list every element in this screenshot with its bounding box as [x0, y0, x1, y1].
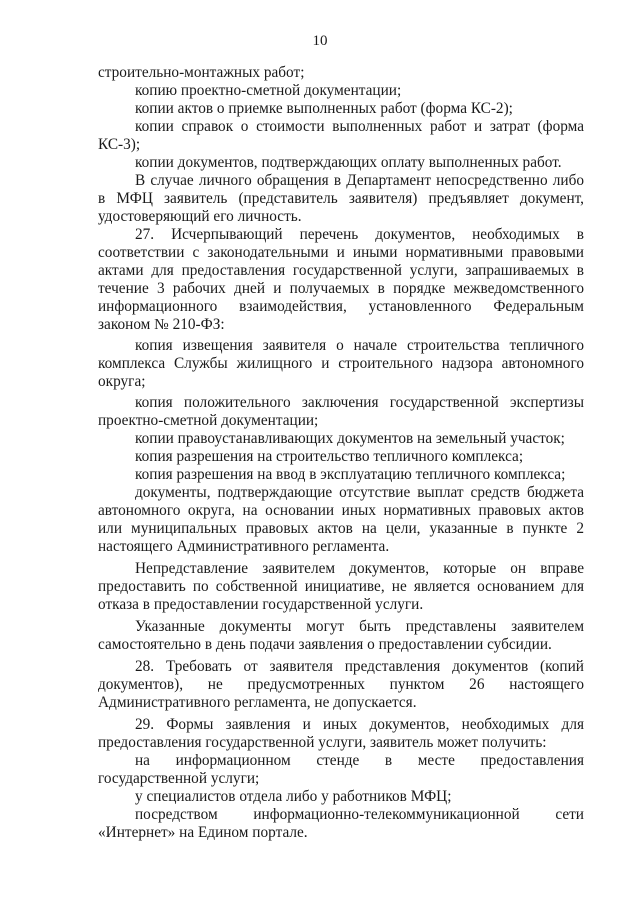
list-item-design-estimate-copy: копию проектно-сметной документации; — [135, 82, 402, 99]
list-item-commission-permit: копия разрешения на ввод в эксплуатацию тепличного комплекса; — [135, 466, 566, 483]
paragraph-construction-works: строительно-монтажных работ; — [98, 64, 305, 81]
list-item-no-budget-payments: документы, подтверждающие отсутствие выплат средств бюджета автономного округа, на основании иных нормативных правовых актов или муниципальных правовых актов на цели, указанные в пункте 2 настоящего Административного регламента. — [98, 484, 584, 555]
list-item-expertise-copy: копия положительного заключения государственной экспертизы проектно-сметной документации; — [98, 394, 584, 429]
page-number: 10 — [312, 33, 328, 49]
list-item-build-permit: копия разрешения на строительство тепличного комплекса; — [135, 448, 524, 465]
paragraph-28: 28. Требовать от заявителя представления документов (копий документов), не предусмотренных пунктом 26 настоящего Административного регламента, не допускается. — [98, 658, 584, 711]
list-item-land-docs: копии правоустанавливающих документов на земельный участок; — [135, 430, 565, 447]
paragraph-27: 27. Исчерпывающий перечень документов, необходимых в соответствии с законодательными и иными нормативными правовыми актами для предоставления государственной услуги, запрашиваемых в течение 3 рабочих дней и получаемых в порядке межведомственного информационного взаимодействия, установленного Федеральным законом № 210-ФЗ: — [98, 226, 584, 333]
list-item-ks3-copy: копии справок о стоимости выполненных работ и затрат (форма КС-3); — [98, 118, 584, 153]
document-body — [98, 64, 584, 842]
list-item-notice-copy: копия извещения заявителя о начале строительства тепличного комплекса Службы жилищного и строительного надзора автономного округа; — [98, 337, 584, 390]
list-item-payment-docs: копии документов, подтверждающих оплату выполненных работ. — [135, 154, 562, 171]
list-item-internet-portal: посредством информационно-телекоммуникационной сети «Интернет» на Едином портале. — [98, 806, 584, 841]
paragraph-personal-visit: В случае личного обращения в Департамент непосредственно либо в МФЦ заявитель (представитель заявителя) предъявляет документ, удостоверяющий его личность. — [98, 172, 584, 225]
list-item-ks2-copy: копии актов о приемке выполненных работ (форма КС-2); — [135, 100, 513, 117]
paragraph-29: 29. Формы заявления и иных документов, необходимых для предоставления государственной услуги, заявитель может получить: — [98, 716, 584, 751]
paragraph-non-submission: Непредставление заявителем документов, которые он вправе предоставить по собственной инициативе, не является основанием для отказа в предоставлении государственной услуги. — [98, 560, 584, 613]
list-item-info-stand: на информационном стенде в месте предоставления государственной услуги; — [98, 752, 584, 787]
paragraph-self-submission: Указанные документы могут быть представлены заявителем самостоятельно в день подачи заявления о предоставлении субсидии. — [98, 618, 584, 653]
list-item-specialists: у специалистов отдела либо у работников МФЦ; — [135, 788, 452, 805]
